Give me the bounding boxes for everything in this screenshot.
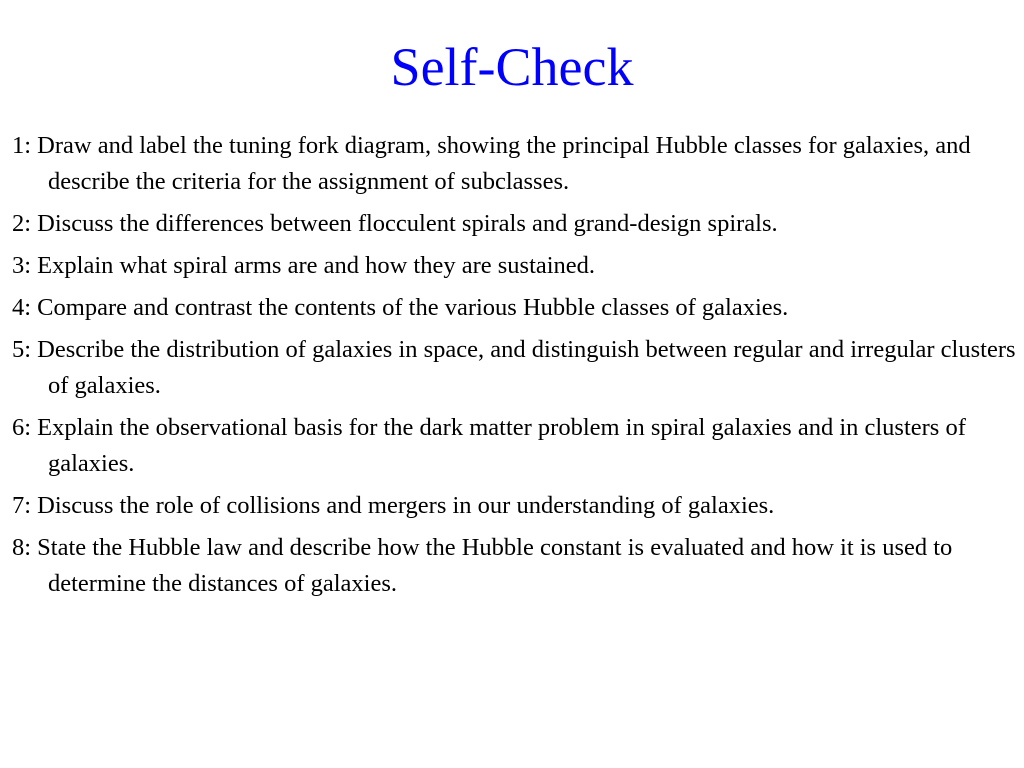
self-check-item-4: 4: Compare and contrast the contents of the various Hubble classes of galaxies. [12,294,789,321]
self-check-item-3: 3: Explain what spiral arms are and how they are sustained. [12,252,596,279]
self-check-list [12,128,1018,608]
self-check-item-5: 5: Describe the distribution of galaxies in space, and distinguish between regular and irregular clusters of galaxies. [12,336,1016,399]
self-check-item-2: 2: Discuss the differences between flocculent spirals and grand-design spirals. [12,210,778,237]
self-check-item-1: 1: Draw and label the tuning fork diagram, showing the principal Hubble classes for galaxies, and describe the criteria for the assignment of subclasses. [12,132,971,195]
self-check-item-7: 7: Discuss the role of collisions and mergers in our understanding of galaxies. [12,492,775,519]
self-check-item-8: 8: State the Hubble law and describe how the Hubble constant is evaluated and how it is used to determine the distances of galaxies. [12,534,953,597]
slide-title: Self-Check [390,37,634,97]
self-check-item-6: 6: Explain the observational basis for the dark matter problem in spiral galaxies and in clusters of galaxies. [12,414,966,477]
